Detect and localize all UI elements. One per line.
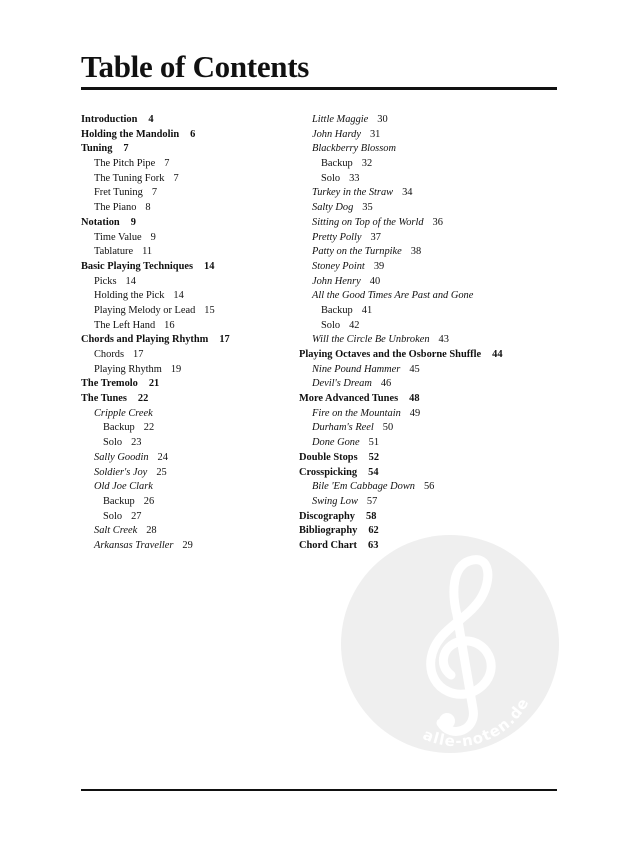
toc-entry-title: Introduction bbox=[81, 114, 138, 125]
toc-subentry bbox=[299, 377, 559, 392]
title-rule bbox=[81, 87, 557, 90]
toc-subentry bbox=[299, 142, 559, 157]
toc-section-entry bbox=[299, 539, 559, 554]
toc-page-number: 56 bbox=[423, 481, 435, 493]
toc-entry-title: Old Joe Clark bbox=[94, 481, 153, 493]
toc-entry-title: The Tunes bbox=[81, 393, 127, 405]
toc-page-number: 7 bbox=[173, 172, 179, 184]
toc-entry-title: Soldier's Joy bbox=[94, 466, 148, 478]
toc-entry-title: Holding the Mandolin bbox=[81, 128, 180, 140]
toc-page-number: 36 bbox=[432, 216, 443, 228]
toc-entry-title: Picks bbox=[94, 275, 117, 287]
toc-page-number: 31 bbox=[369, 128, 381, 140]
toc-page-number: 26 bbox=[143, 495, 155, 507]
toc-page-number: 54 bbox=[368, 466, 379, 478]
toc-subentry bbox=[299, 289, 559, 304]
toc-entry-title: Will the Circle Be Unbroken bbox=[312, 334, 430, 346]
toc-page-number: 49 bbox=[409, 407, 421, 419]
toc-entry-title: Bibliography bbox=[299, 525, 358, 537]
toc-page-number: 58 bbox=[366, 510, 377, 522]
toc-entry-title: Devil's Dream bbox=[312, 378, 372, 390]
toc-entry-title: John Hardy bbox=[312, 128, 361, 140]
toc-page-number: 51 bbox=[368, 437, 380, 449]
toc-entry-title: Swing Low bbox=[312, 495, 358, 507]
toc-entry-title: Chords bbox=[94, 349, 125, 360]
toc-subentry bbox=[299, 157, 559, 172]
toc-entry-title: Sally Goodin bbox=[94, 451, 149, 463]
toc-entry-title: Salt Creek bbox=[94, 525, 138, 537]
toc-entry-title: Solo bbox=[321, 319, 341, 331]
toc-entry-title: Solo bbox=[321, 172, 341, 184]
toc-page-number: 57 bbox=[366, 495, 378, 507]
toc-page-number: 11 bbox=[142, 246, 153, 258]
toc-page-number: 45 bbox=[409, 363, 420, 375]
toc-page-number: 9 bbox=[130, 216, 136, 228]
toc-entry-title: Patty on the Turnpike bbox=[312, 246, 402, 258]
toc-page-number: 37 bbox=[370, 231, 381, 243]
toc-entry-title: Notation bbox=[81, 216, 120, 228]
toc-page-number: 63 bbox=[368, 539, 379, 551]
toc-page-number: 14 bbox=[204, 260, 215, 272]
toc-entry-title: More Advanced Tunes bbox=[299, 393, 399, 405]
toc-right-column bbox=[299, 113, 559, 554]
toc-subentry bbox=[299, 436, 559, 451]
toc-entry-title: Discography bbox=[299, 510, 355, 522]
toc-page-number: 16 bbox=[164, 319, 175, 331]
toc-entry-title: Fret Tuning bbox=[94, 187, 143, 199]
watermark-text: alle-noten.de bbox=[420, 694, 533, 751]
toc-page-number: 21 bbox=[148, 378, 160, 390]
toc-entry-title: Sitting on Top of the World bbox=[312, 216, 424, 228]
toc-page-number: 24 bbox=[157, 451, 168, 463]
toc-page-number: 29 bbox=[182, 539, 193, 551]
toc-section-entry bbox=[299, 466, 559, 481]
toc-entry-title: Solo bbox=[103, 437, 123, 449]
toc-entry-title: Little Maggie bbox=[312, 114, 369, 125]
toc-section-entry bbox=[299, 348, 559, 363]
toc-entry-title: The Left Hand bbox=[94, 319, 156, 331]
toc-page-number: 14 bbox=[173, 290, 184, 302]
toc-subentry bbox=[299, 201, 559, 216]
toc-section-entry bbox=[299, 451, 559, 466]
toc-page-number: 33 bbox=[349, 172, 360, 184]
toc-entry-title: Done Gone bbox=[312, 437, 360, 449]
toc-entry-title: Arkansas Traveller bbox=[94, 539, 174, 551]
toc-page-number: 22 bbox=[143, 422, 155, 434]
toc-subentry bbox=[299, 186, 559, 201]
toc-subentry bbox=[299, 113, 559, 128]
footer-rule bbox=[81, 789, 557, 791]
toc-page-number: 40 bbox=[369, 275, 381, 287]
toc-page-number: 7 bbox=[164, 158, 170, 170]
toc-entry-title: Backup bbox=[103, 495, 135, 507]
toc-subentry bbox=[299, 407, 559, 422]
toc-page-number: 17 bbox=[133, 349, 144, 360]
toc-section-entry bbox=[299, 510, 559, 525]
toc-page-number: 52 bbox=[368, 451, 380, 463]
toc-page-number: 22 bbox=[137, 393, 149, 405]
toc-page-number: 17 bbox=[219, 334, 230, 346]
toc-entry-title: The Tremolo bbox=[81, 378, 138, 390]
toc-page-number: 62 bbox=[368, 525, 379, 537]
toc-entry-title: Holding the Pick bbox=[94, 290, 165, 302]
toc-page-number: 34 bbox=[402, 187, 413, 199]
toc-page-number: 25 bbox=[156, 466, 167, 478]
page-title: Table of Contents bbox=[81, 49, 310, 84]
toc-entry-title: Chord Chart bbox=[299, 539, 358, 551]
toc-entry-title: Fire on the Mountain bbox=[312, 407, 401, 419]
toc-page-number: 7 bbox=[123, 143, 129, 155]
toc-page-number: 38 bbox=[410, 246, 422, 258]
toc-page-number: 46 bbox=[380, 378, 392, 390]
toc-entry-title: Durham's Reel bbox=[312, 422, 374, 434]
toc-subentry bbox=[299, 495, 559, 510]
toc-entry-title: All the Good Times Are Past and Gone bbox=[312, 290, 474, 302]
toc-entry-title: Backup bbox=[321, 304, 353, 316]
toc-entry-title: The Pitch Pipe bbox=[94, 158, 156, 170]
toc-subentry bbox=[299, 363, 559, 378]
toc-page-number: 23 bbox=[131, 437, 142, 449]
toc-page-number: 44 bbox=[492, 349, 503, 360]
toc-subentry bbox=[299, 333, 559, 348]
toc-page-number: 39 bbox=[373, 260, 385, 272]
toc-page-number: 9 bbox=[150, 231, 156, 243]
toc-entry-title: Tuning bbox=[81, 143, 113, 155]
toc-entry-title: Chords and Playing Rhythm bbox=[81, 334, 209, 346]
toc-page-number: 35 bbox=[362, 202, 373, 214]
toc-entry-title: Stoney Point bbox=[312, 260, 365, 272]
toc-subentry bbox=[299, 275, 559, 290]
toc-page-number: 28 bbox=[146, 525, 157, 537]
toc-entry-title: Basic Playing Techniques bbox=[81, 260, 194, 272]
toc-page-number: 6 bbox=[190, 128, 196, 140]
toc-subentry bbox=[299, 216, 559, 231]
toc-section-entry bbox=[299, 392, 559, 407]
toc-entry-title: Bile 'Em Cabbage Down bbox=[312, 481, 415, 493]
toc-page-number: 14 bbox=[125, 275, 136, 287]
toc-page-number: 8 bbox=[145, 202, 151, 214]
toc-entry-title: The Piano bbox=[94, 202, 137, 214]
toc-entry-title: John Henry bbox=[312, 275, 361, 287]
toc-entry-title: Solo bbox=[103, 510, 123, 522]
toc-page-number: 32 bbox=[361, 158, 373, 170]
toc-entry-title: Time Value bbox=[94, 231, 142, 243]
toc-page-number: 48 bbox=[409, 393, 420, 405]
toc-entry-title: Turkey in the Straw bbox=[312, 187, 394, 199]
toc-entry-title: Pretty Polly bbox=[312, 231, 362, 243]
toc-entry-title: Backup bbox=[103, 422, 135, 434]
toc-subentry bbox=[299, 304, 559, 319]
toc-subentry bbox=[299, 245, 559, 260]
toc-entry-title: Double Stops bbox=[299, 451, 358, 463]
toc-subentry bbox=[299, 172, 559, 187]
toc-page-number: 4 bbox=[148, 114, 154, 125]
toc-page-number: 27 bbox=[131, 510, 142, 522]
toc-entry-title: Salty Dog bbox=[312, 202, 354, 214]
toc-subentry bbox=[299, 319, 559, 334]
toc-entry-title: Playing Octaves and the Osborne Shuffle bbox=[299, 349, 482, 360]
treble-clef-watermark bbox=[341, 535, 559, 753]
toc-entry-title: The Tuning Fork bbox=[94, 172, 165, 184]
toc-subentry bbox=[299, 231, 559, 246]
toc-entry-title: Playing Rhythm bbox=[94, 363, 162, 375]
toc-entry-title: Crosspicking bbox=[299, 466, 358, 478]
toc-page-number: 15 bbox=[204, 304, 215, 316]
toc-subentry bbox=[299, 421, 559, 436]
toc-subentry bbox=[299, 128, 559, 143]
toc-page-number: 41 bbox=[361, 304, 373, 316]
toc-page-number: 7 bbox=[151, 187, 158, 199]
toc-entry-title: Tablature bbox=[94, 246, 134, 258]
toc-subentry bbox=[299, 480, 559, 495]
toc-page-number: 19 bbox=[170, 363, 182, 375]
toc-subentry bbox=[299, 260, 559, 275]
toc-page-number: 30 bbox=[377, 114, 388, 125]
toc-entry-title: Playing Melody or Lead bbox=[94, 304, 196, 316]
toc-page-number: 42 bbox=[349, 319, 360, 331]
toc-page-number: 43 bbox=[438, 334, 449, 346]
toc-entry-title: Backup bbox=[321, 158, 353, 170]
toc-entry-title: Nine Pound Hammer bbox=[312, 363, 401, 375]
toc-entry-title: Blackberry Blossom bbox=[312, 143, 396, 155]
toc-entry-title: Cripple Creek bbox=[94, 407, 153, 419]
toc-section-entry bbox=[299, 524, 559, 539]
toc-page-number: 50 bbox=[382, 422, 394, 434]
